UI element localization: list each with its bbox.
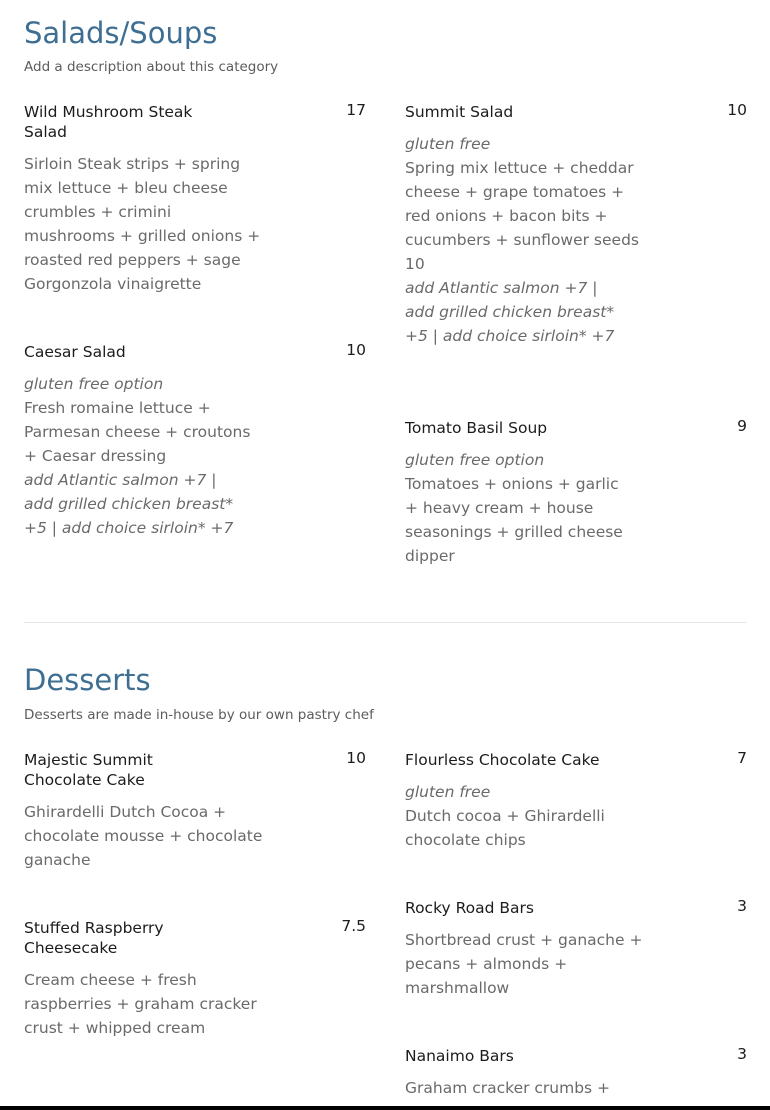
item-dietary-tag: gluten free	[405, 783, 491, 801]
item-description: Tomatoes + onions + garlic + heavy cream + house seasonings + grilled cheese dipper	[405, 475, 623, 565]
menu-item-stuffed-raspberry-cheesecake[interactable]	[24, 918, 366, 1040]
category-title-desserts: Desserts	[24, 663, 151, 697]
item-name: Flourless Chocolate Cake	[405, 751, 600, 769]
item-name: Majestic Summit Chocolate Cake	[24, 751, 153, 789]
item-addons: add Atlantic salmon +7 | add grilled chicken breast* +5 | add choice sirloin* +7	[405, 279, 615, 345]
item-price: 3	[737, 1045, 747, 1063]
item-price: 7.5	[341, 917, 366, 935]
section-divider	[24, 622, 746, 623]
menu-item-rocky-road-bars[interactable]	[405, 898, 747, 1000]
item-description: Fresh romaine lettuce + Parmesan cheese + croutons + Caesar dressing	[24, 399, 251, 465]
menu-item-flourless-chocolate-cake[interactable]	[405, 750, 747, 852]
item-price: 10	[346, 341, 366, 359]
item-dietary-tag: gluten free option	[405, 451, 545, 469]
item-name: Stuffed Raspberry Cheesecake	[24, 919, 164, 957]
item-price: 17	[346, 101, 366, 119]
item-dietary-tag: gluten free	[405, 135, 491, 153]
item-description: Cream cheese + fresh raspberries + graham cracker crust + whipped cream	[24, 971, 257, 1037]
menu-item-nanaimo-bars[interactable]	[405, 1046, 747, 1100]
item-name: Wild Mushroom Steak Salad	[24, 103, 193, 141]
item-price: 9	[737, 417, 747, 435]
bottom-edge-bar	[0, 1106, 770, 1110]
item-name: Caesar Salad	[24, 343, 126, 361]
item-description: Ghirardelli Dutch Cocoa + chocolate mousse + chocolate ganache	[24, 803, 263, 869]
item-price: 7	[737, 749, 747, 767]
category-description-salads: Add a description about this category	[24, 59, 279, 75]
menu-item-majestic-summit-chocolate-cake[interactable]	[24, 750, 366, 872]
item-name: Nanaimo Bars	[405, 1047, 514, 1065]
item-description: Graham cracker crumbs +	[405, 1079, 611, 1097]
item-name: Summit Salad	[405, 103, 514, 121]
item-name: Tomato Basil Soup	[405, 419, 548, 437]
item-description: Sirloin Steak strips + spring mix lettuce + bleu cheese crumbles + crimini mushrooms + grilled onions + roasted red peppers + sage Gorgonzola vinaigrette	[24, 155, 261, 293]
menu-item-wild-mushroom-steak-salad[interactable]	[24, 102, 366, 296]
menu-item-caesar-salad[interactable]	[24, 342, 366, 540]
item-name: Rocky Road Bars	[405, 899, 535, 917]
item-description: Spring mix lettuce + cheddar cheese + grape tomatoes + red onions + bacon bits + cucumbers + sunflower seeds 10	[405, 159, 639, 273]
menu-item-summit-salad[interactable]	[405, 102, 747, 348]
menu-item-tomato-basil-soup[interactable]	[405, 418, 747, 568]
item-description: Shortbread crust + ganache + pecans + almonds + marshmallow	[405, 931, 643, 997]
item-dietary-tag: gluten free option	[24, 375, 164, 393]
category-description-desserts: Desserts are made in-house by our own pastry chef	[24, 707, 374, 723]
item-description: Dutch cocoa + Ghirardelli chocolate chips	[405, 807, 605, 849]
item-price: 10	[727, 101, 747, 119]
category-title-salads: Salads/Soups	[24, 16, 218, 50]
item-price: 10	[346, 749, 366, 767]
item-price: 3	[737, 897, 747, 915]
item-addons: add Atlantic salmon +7 | add grilled chicken breast* +5 | add choice sirloin* +7	[24, 471, 234, 537]
